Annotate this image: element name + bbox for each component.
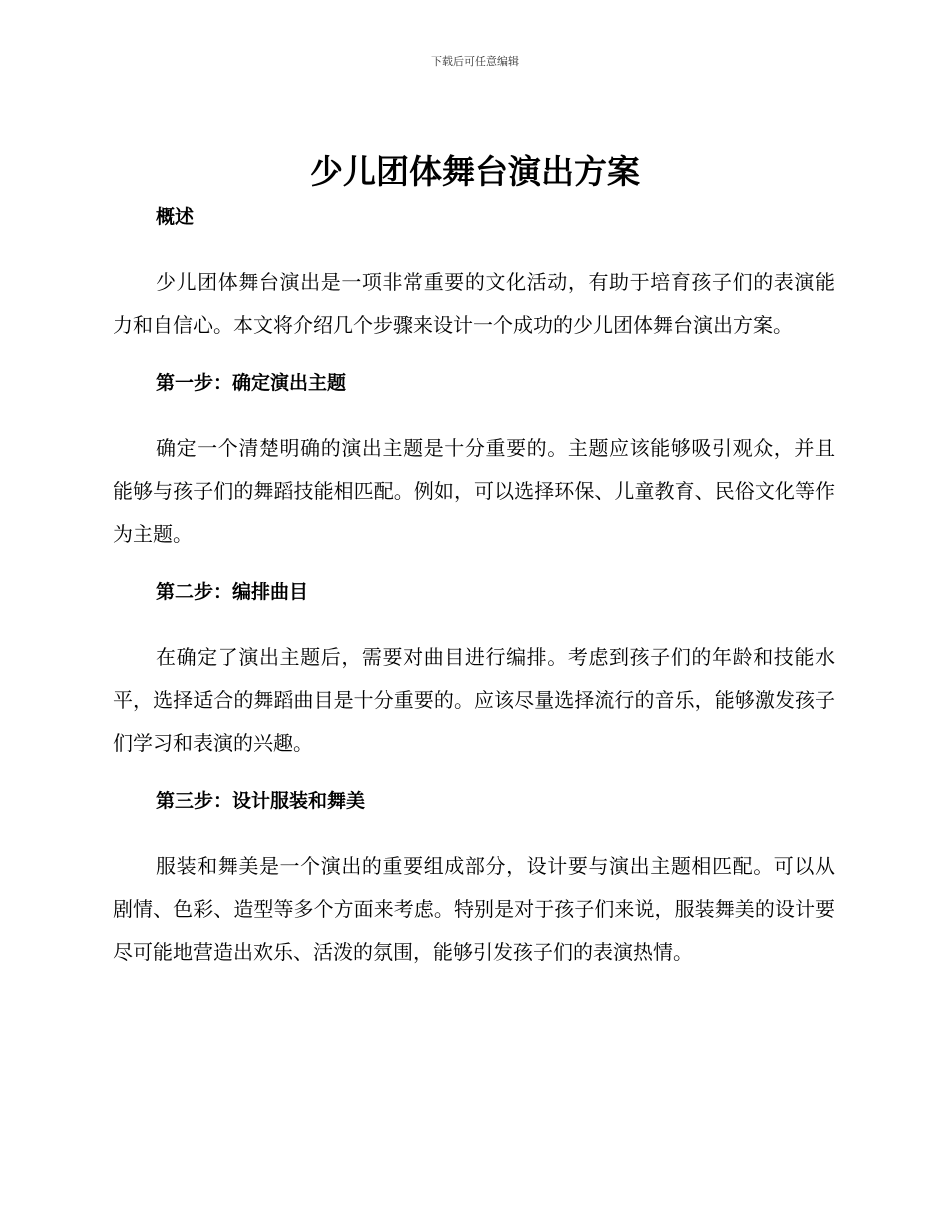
document-body xyxy=(113,203,835,974)
section-paragraph-step-3: 服装和舞美是一个演出的重要组成部分，设计要与演出主题相匹配。可以从剧情、色彩、造型等多个方面来考虑。特别是对于孩子们来说，服装舞美的设计要尽可能地营造出欢乐、活泼的氛围，能够引发孩子们的表演热情。 xyxy=(113,854,835,964)
document-title: 少儿团体舞台演出方案 xyxy=(310,152,640,191)
section-heading-step-3: 第三步：设计服装和舞美 xyxy=(156,790,366,812)
section-heading-step-2: 第二步：编排曲目 xyxy=(156,581,309,603)
page-header-note: 下载后可任意编辑 xyxy=(431,55,519,68)
section-paragraph-step-1: 确定一个清楚明确的演出主题是十分重要的。主题应该能够吸引观众，并且能够与孩子们的舞蹈技能相匹配。例如，可以选择环保、儿童教育、民俗文化等作为主题。 xyxy=(113,436,835,546)
section-paragraph-overview: 少儿团体舞台演出是一项非常重要的文化活动，有助于培育孩子们的表演能力和自信心。本文将介绍几个步骤来设计一个成功的少儿团体舞台演出方案。 xyxy=(113,270,835,337)
section-heading-step-1: 第一步：确定演出主题 xyxy=(156,372,347,394)
section-heading-overview: 概述 xyxy=(156,206,195,228)
section-paragraph-step-2: 在确定了演出主题后，需要对曲目进行编排。考虑到孩子们的年龄和技能水平，选择适合的舞蹈曲目是十分重要的。应该尽量选择流行的音乐，能够激发孩子们学习和表演的兴趣。 xyxy=(113,645,835,755)
